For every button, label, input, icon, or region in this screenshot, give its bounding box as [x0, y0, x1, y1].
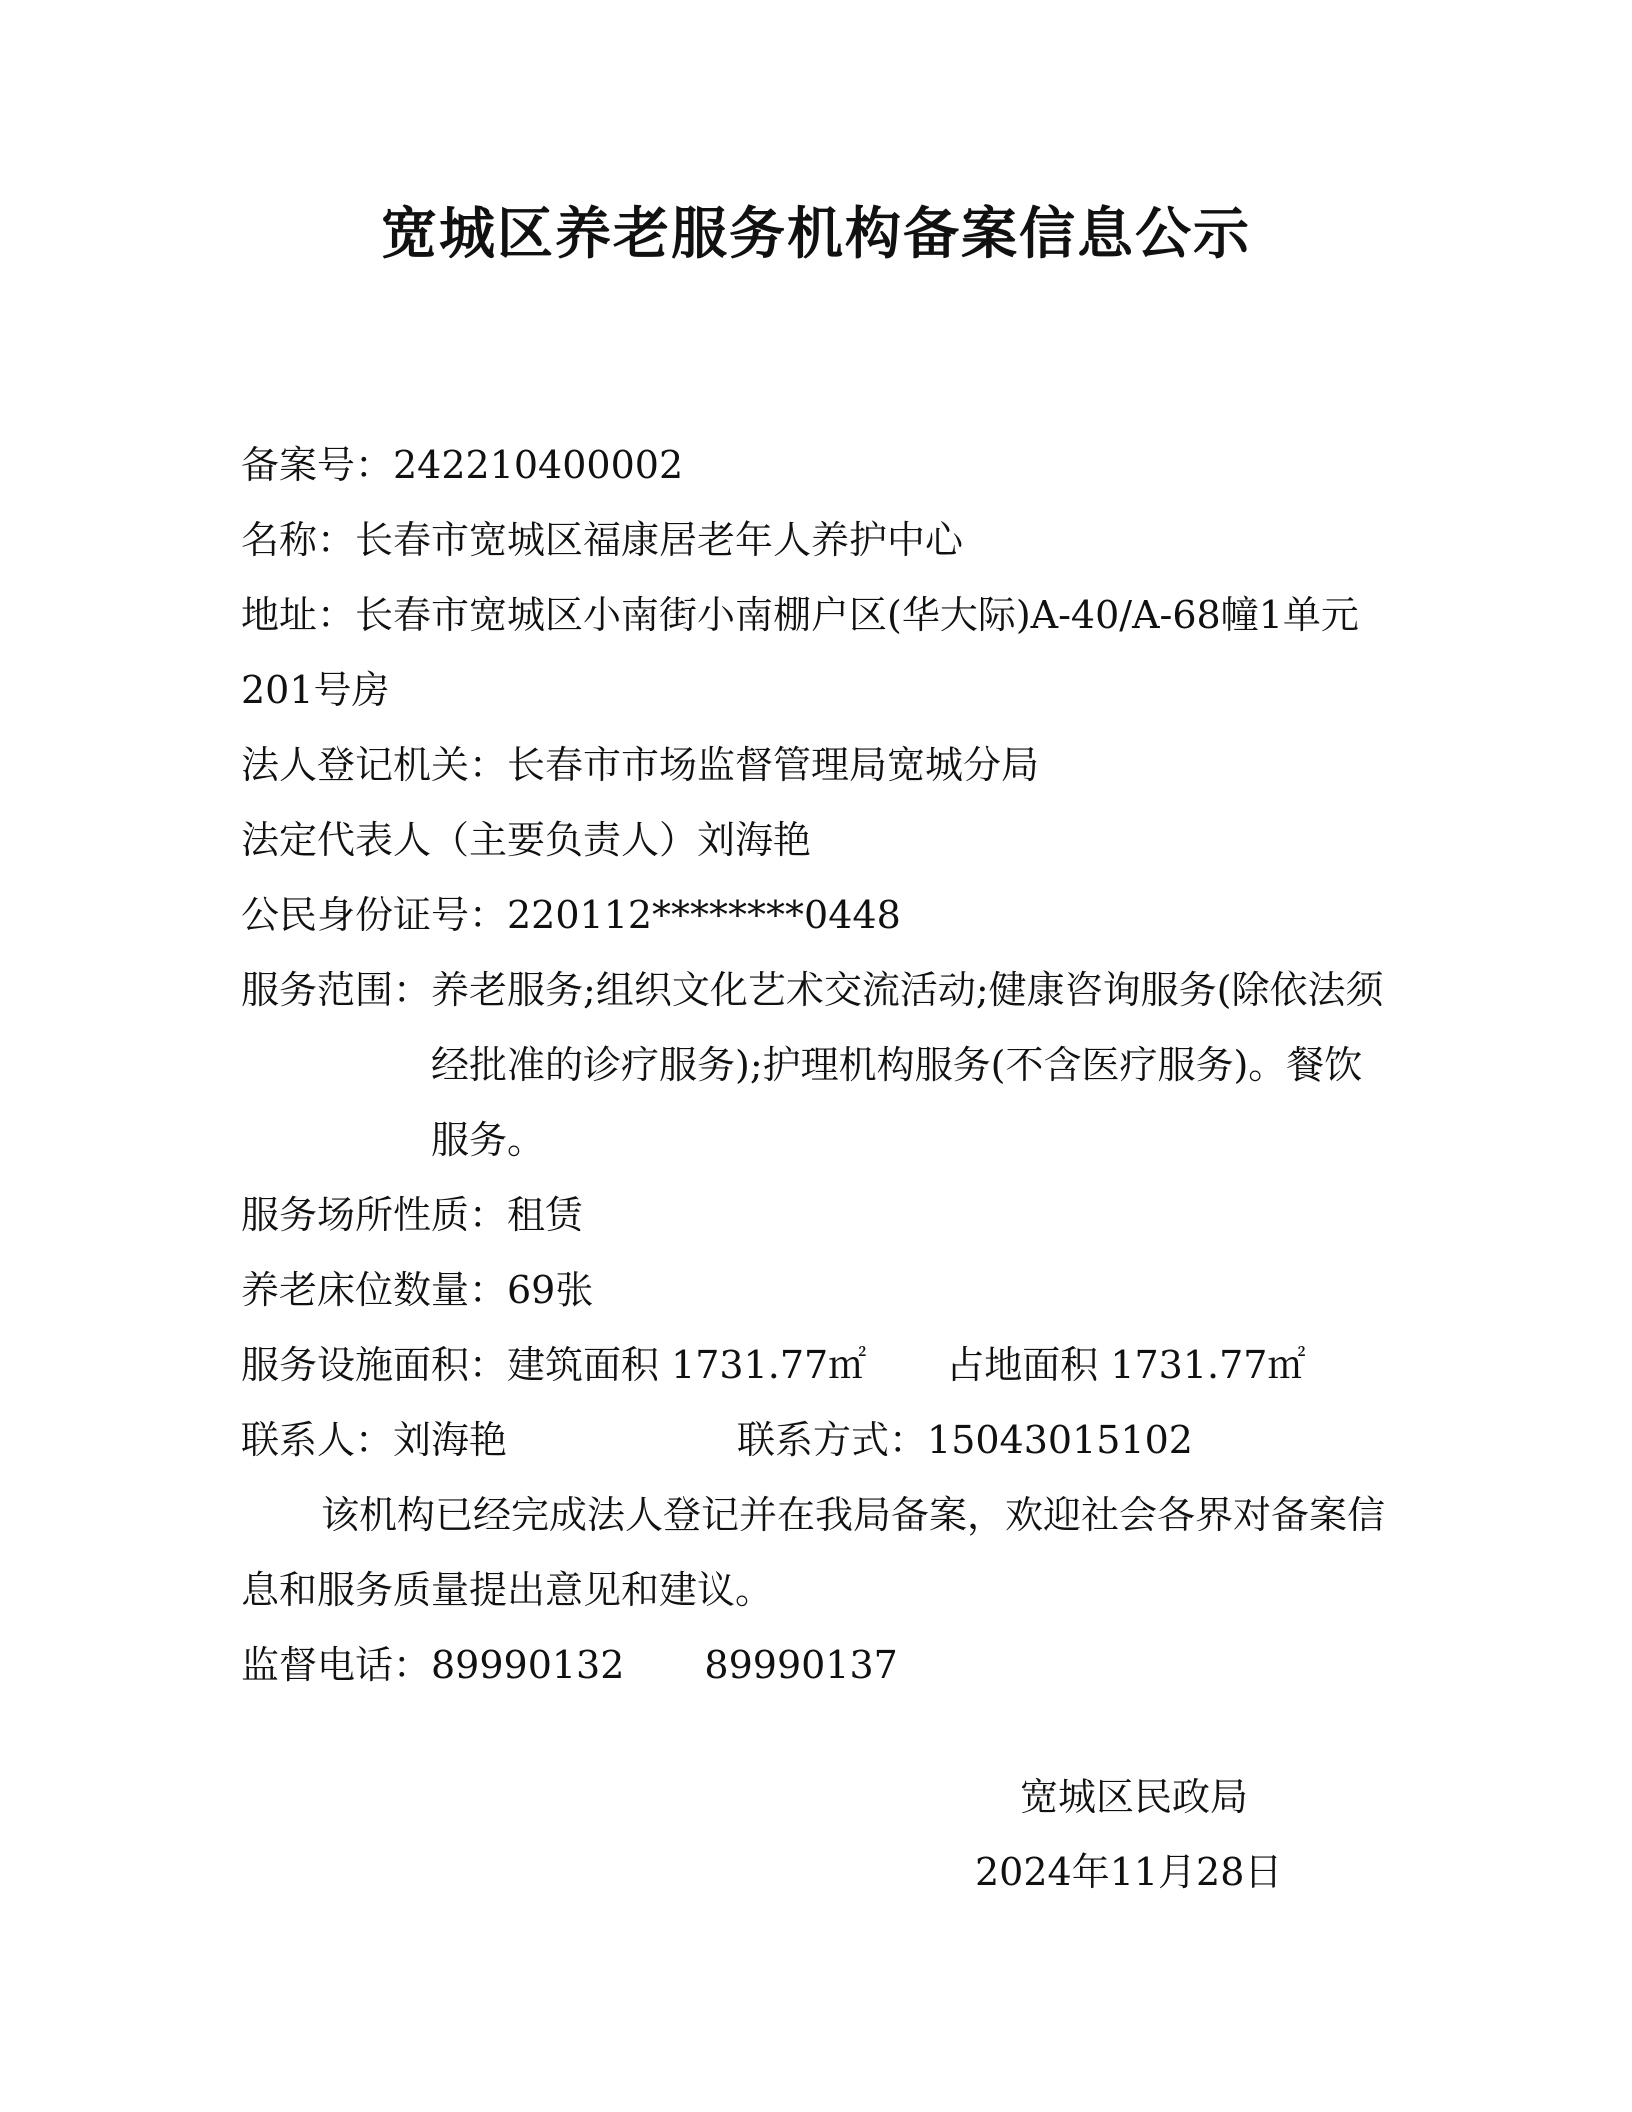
signature-block	[960, 1760, 1360, 1910]
contact-person: 联系人：刘海艳	[241, 1418, 508, 1462]
service-scope-text: 养老服务;组织文化艺术交流活动;健康咨询服务(除依法须经批准的诊疗服务);护理机构服务(不含医疗服务)。餐饮服务。	[431, 968, 1384, 1162]
issuer: 宽城区民政局	[1020, 1775, 1249, 1819]
building-area: 服务设施面积：建筑面积 1731.77㎡	[241, 1343, 867, 1387]
facility-area-row	[241, 1328, 1391, 1403]
institution-name: 名称：长春市宽城区福康居老年人养护中心	[241, 518, 964, 562]
document-body	[241, 428, 1391, 1703]
land-area: 占地面积 1731.77㎡	[946, 1343, 1306, 1387]
bed-count: 养老床位数量：69张	[241, 1268, 594, 1312]
service-scope-label: 服务范围：	[241, 968, 432, 1012]
venue-nature: 服务场所性质：租赁	[241, 1193, 584, 1237]
contact-row	[241, 1403, 1391, 1478]
service-scope	[241, 953, 1391, 1178]
notice-paragraph: 该机构已经完成法人登记并在我局备案，欢迎社会各界对备案信息和服务质量提出意见和建议。	[241, 1493, 1386, 1612]
institution-address: 地址：长春市宽城区小南街小南棚户区(华大际)A-40/A-68幢1单元201号房	[241, 593, 1359, 712]
document-title: 宽城区养老服务机构备案信息公示	[381, 202, 1251, 267]
supervision-phone-row	[241, 1628, 1391, 1703]
id-number: 公民身份证号：220112********0448	[241, 893, 901, 937]
contact-method: 联系方式：15043015102	[737, 1418, 1193, 1462]
legal-representative: 法定代表人（主要负责人）刘海艳	[241, 818, 812, 862]
record-number: 备案号：242210400002	[241, 443, 684, 487]
supervision-phone: 监督电话：89990132	[241, 1643, 625, 1687]
supervision-phone-2: 89990137	[704, 1643, 898, 1687]
issue-date: 2024年11月28日	[975, 1850, 1283, 1894]
registration-authority: 法人登记机关：长春市市场监督管理局宽城分局	[241, 743, 1040, 787]
